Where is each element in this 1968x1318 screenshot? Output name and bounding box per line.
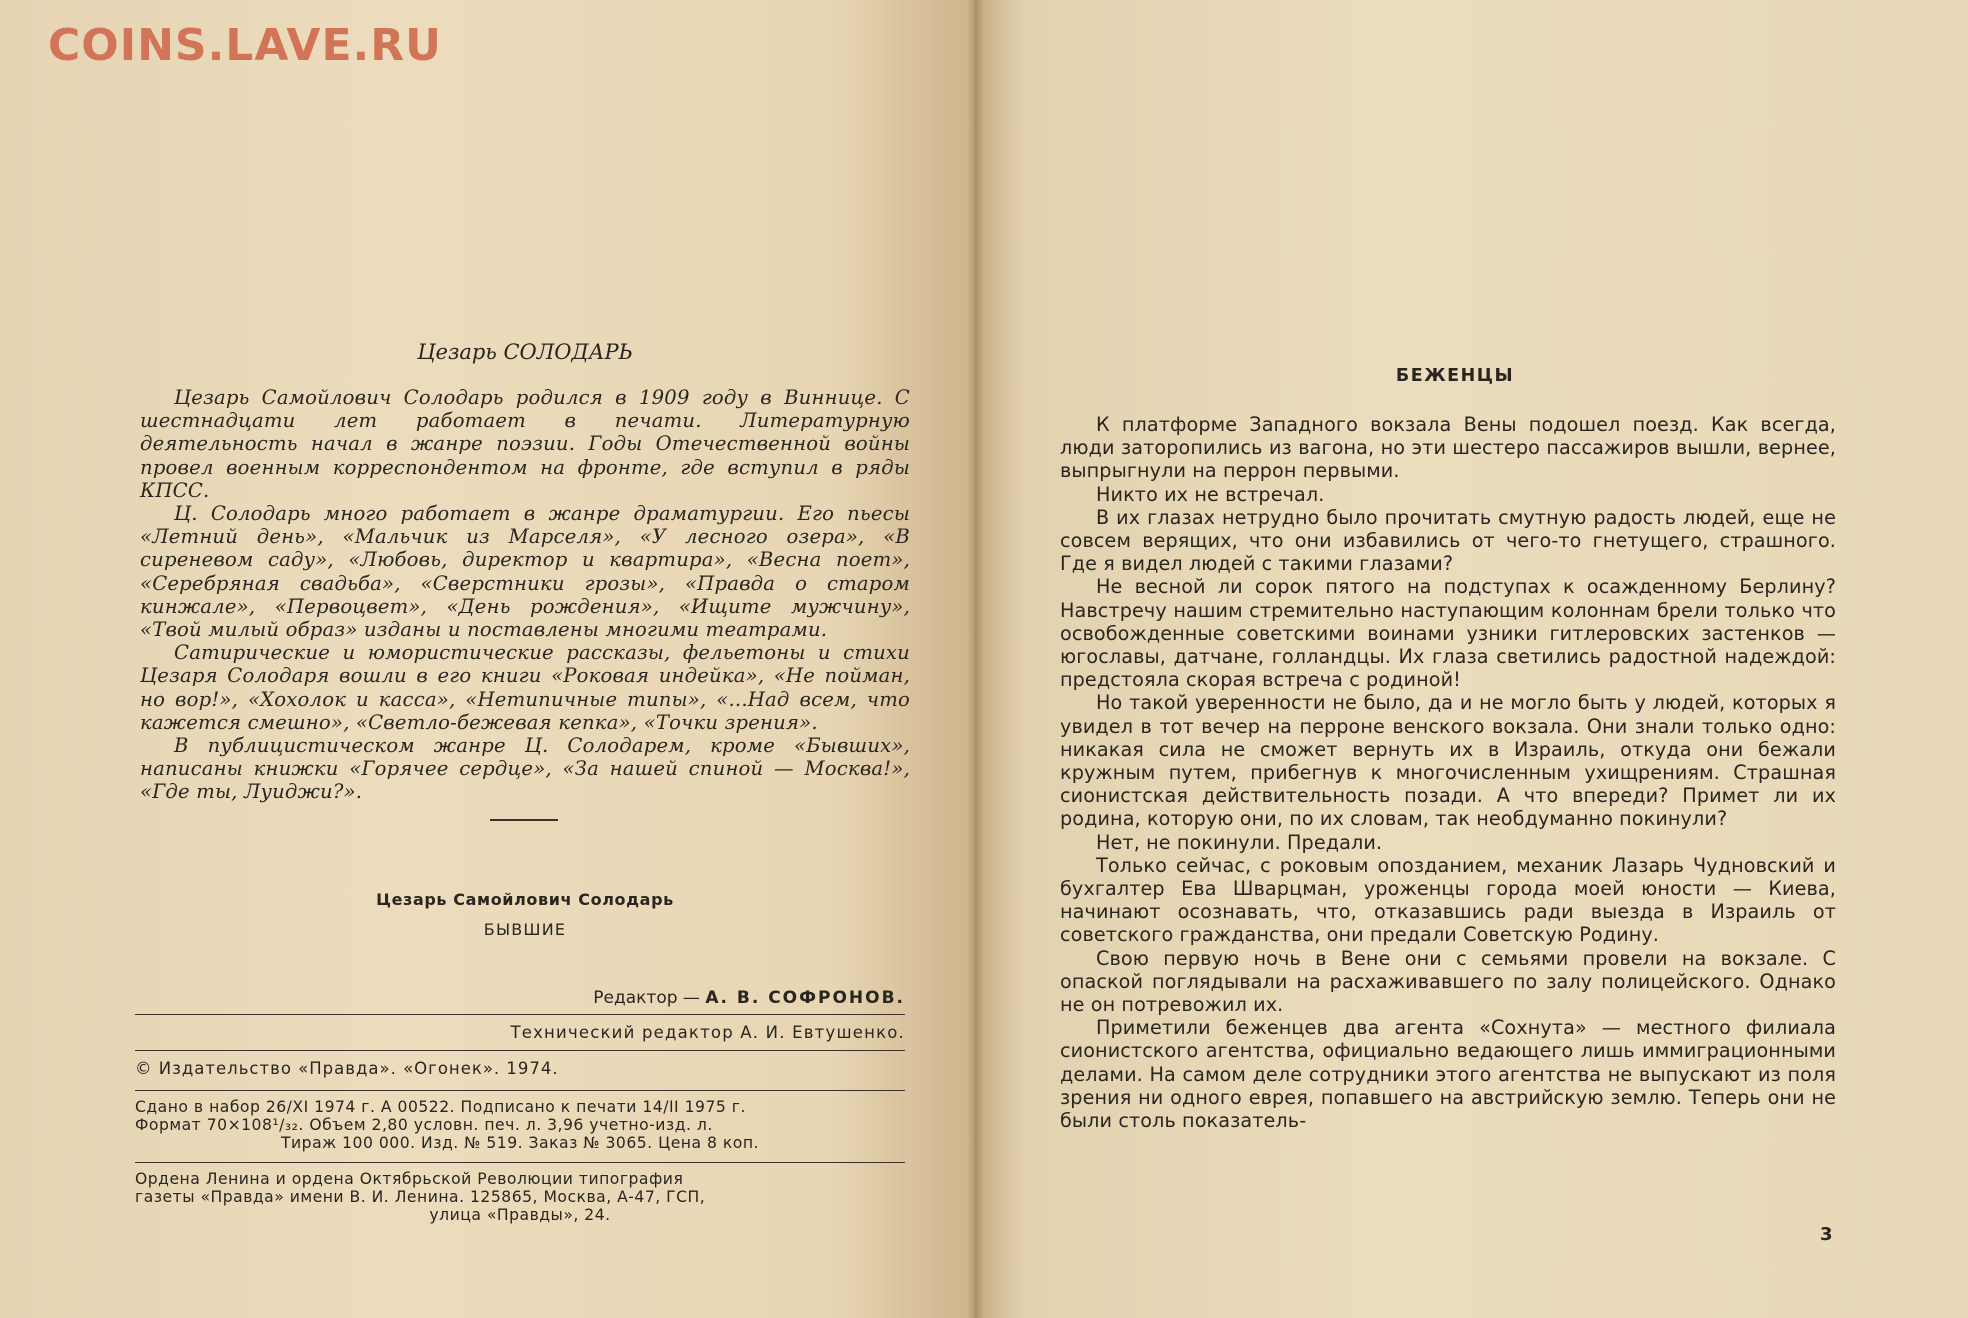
story-paragraph: Но такой уверенности не было, да и не могло быть у людей, которых я увидел в тот вечер на перроне венского вокзала. Они знали только одно: никакая сила не сможет вернуть их в Израиль, откуда они бежали кружным путем, прибегнув к многочисленным ухищрениям. Страшная сионистская действительность позади. А что впереди? Примет ли их родина, которую они, по их словам, так необдуманно покинули? <box>1060 691 1836 831</box>
section-divider <box>490 819 558 821</box>
bio-title: Цезарь СОЛОДАРЬ <box>417 340 633 364</box>
bio-paragraph: Сатирические и юмористические рассказы, фельетоны и стихи Цезаря Солодаря вошли в его книги «Роковая индейка», «Не пойман, но вор!», «Хохолок и касса», «Нетипичные типы», «...Над всем, что кажется смешно», «Светло-бежевая кепка», «Точки зрения». <box>140 641 910 734</box>
imprint-rule <box>135 1090 905 1091</box>
story-paragraph: Не весной ли сорок пятого на подступах к осажденному Берлину? Навстречу нашим стремительно наступающим колоннам брели только что освобожденные советскими воинами узники гитлеровских застенков — югославы, датчане, голландцы. Их глаза светились радостной надеждой: предстояла скорая встреча с родиной! <box>1060 575 1836 692</box>
page-number: 3 <box>1820 1224 1833 1245</box>
printer-details <box>135 1170 905 1224</box>
chapter-title: БЕЖЕНЦЫ <box>1395 366 1515 386</box>
tech-editor-credit: Технический редактор А. И. Евтушенко. <box>510 1023 905 1042</box>
printer-line: улица «Правды», 24. <box>429 1206 611 1224</box>
story-paragraph: К платформе Западного вокзала Вены подошел поезд. Как всегда, люди заторопились из вагона, но эти шестеро пассажиров вышли, вернее, выпрыгнули на перрон первыми. <box>1060 413 1836 483</box>
editor-name: А. В. СОФРОНОВ. <box>705 988 905 1008</box>
bio-paragraph: В публицистическом жанре Ц. Солодарем, кроме «Бывших», написаны книжки «Горячее сердце», «За нашей спиной — Москва!», «Где ты, Луиджи?». <box>140 734 910 804</box>
story-text <box>1060 413 1836 1132</box>
author-bio <box>140 386 910 804</box>
author-name: Цезарь Самойлович Солодарь <box>376 890 674 909</box>
story-paragraph: В их глазах нетрудно было прочитать смутную радость людей, еще не совсем верящих, что они избавились от чего-то гнетущего, страшного. Где я видел людей с такими глазами? <box>1060 505 1836 576</box>
imprint-rule <box>135 1162 905 1163</box>
story-paragraph: Свою первую ночь в Вене они с семьями провели на вокзале. С опаской поглядывали на расхаживавшего по залу полицейского. Однако не он потревожил их. <box>1060 946 1836 1017</box>
imprint-rule <box>135 1050 905 1051</box>
print-detail-line: Тираж 100 000. Изд. № 519. Заказ № 3065. Цена 8 коп. <box>281 1134 759 1152</box>
book-gutter <box>968 0 984 1318</box>
bio-paragraph: Ц. Солодарь много работает в жанре драматургии. Его пьесы «Летний день», «Мальчик из Марселя», «У лесного озера», «В сиреневом саду», «Любовь, директор и квартира», «Весна поет», «Серебряная свадьба», «Сверстники грозы», «Правда о старом кинжале», «Первоцвет», «День рождения», «Ищите мужчину», «Твой милый образ» изданы и поставлены многими театрами. <box>140 502 910 642</box>
printer-line: Ордена Ленина и ордена Октябрьской Революции типография <box>135 1170 684 1188</box>
printer-line: газеты «Правда» имени В. И. Ленина. 125865, Москва, А-47, ГСП, <box>135 1188 706 1206</box>
story-paragraph: Нет, не покинули. Предали. <box>1096 830 1383 854</box>
copyright-line: © Издательство «Правда». «Огонек». 1974. <box>135 1059 559 1078</box>
watermark: COINS.LAVE.RU <box>48 20 442 71</box>
print-details <box>135 1098 905 1152</box>
book-title: БЫВШИЕ <box>483 920 567 939</box>
editor-label: Редактор — <box>593 988 700 1008</box>
story-paragraph: Только сейчас, с роковым опозданием, механик Лазарь Чудновский и бухгалтер Ева Шварцман, уроженцы города моей юности — Киева, начинают осознавать, что, отказавшись ради выезда в Израиль от советского гражданства, они предали Советскую Родину. <box>1060 853 1836 947</box>
print-detail-line: Сдано в набор 26/XI 1974 г. А 00522. Подписано к печати 14/II 1975 г. <box>135 1098 746 1116</box>
imprint-rule <box>135 1014 905 1015</box>
story-paragraph: Никто их не встречал. <box>1096 482 1325 506</box>
editor-credit <box>135 988 905 1008</box>
bio-paragraph: Цезарь Самойлович Солодарь родился в 1909 году в Виннице. С шестнадцати лет работает в печати. Литературную деятельность начал в жанре поэзии. Годы Отечественной войны провел военным корреспондентом на фронте, где вступил в ряды КПСС. <box>140 386 910 502</box>
story-paragraph: Приметили беженцев два агента «Сохнута» — местного филиала сионистского агентства, официально ведающего лишь иммиграционными делами. На самом деле сотрудники этого агентства не выпускают из поля зрения ни одного еврея, попавшего на австрийскую землю. Теперь они не были столь показатель- <box>1060 1016 1836 1133</box>
print-detail-line: Формат 70×108¹/₃₂. Объем 2,80 условн. печ. л. 3,96 учетно-изд. л. <box>135 1116 713 1134</box>
